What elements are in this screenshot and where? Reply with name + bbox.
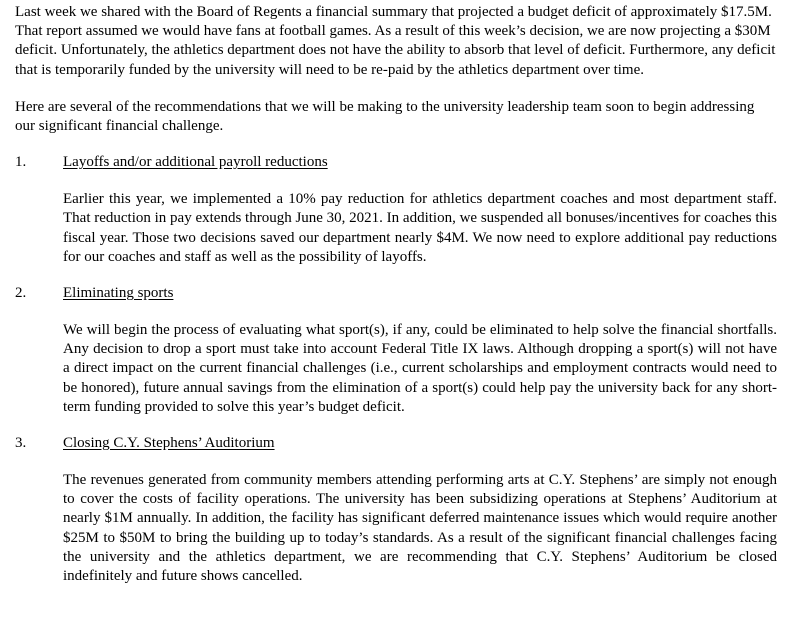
recommendation-2-title: Eliminating sports [63, 285, 174, 302]
document [15, 3, 777, 586]
recommendation-3-heading [15, 434, 777, 453]
recommendation-3-number: 3. [15, 435, 27, 452]
recommendation-2-body: We will begin the process of evaluating what sport(s), if any, could be eliminated to help solve the financial shortfalls. Any decision to drop a sport must take into account Federal Title IX laws. Although dropping a sport(s) will not have a direct impact on the current financial challenges (i.e., current scholarships and employment contracts would need to be honored), future annual savings from the elimination of a sport(s) could help pay the university back for any short-term funding provided to solve this year’s budget deficit. [63, 322, 777, 415]
recommendation-3-title: Closing C.Y. Stephens’ Auditorium [63, 435, 275, 452]
recommendation-2-number: 2. [15, 285, 27, 302]
recommendation-1-title: Layoffs and/or additional payroll reductions [63, 154, 328, 171]
recommendation-1-heading [15, 153, 777, 172]
recommendation-1-number: 1. [15, 154, 27, 171]
intro-paragraph-deficit: Last week we shared with the Board of Regents a financial summary that projected a budget deficit of approximately $17.5M. That report assumed we would have fans at football games. As a result of this week’s decision, we are now projecting a $30M deficit. Unfortunately, the athletics department does not have the ability to absorb that level of deficit. Furthermore, any deficit that is temporarily funded by the university will need to be re-paid by the athletics department over time. [15, 4, 776, 78]
recommendation-1-body: Earlier this year, we implemented a 10% pay reduction for athletics department coaches and most department staff. That reduction in pay extends through June 30, 2021. In addition, we suspended all bonuses/incentives for coaches this fiscal year. Those two decisions saved our department nearly $4M. We now need to explore additional pay reductions for our coaches and staff as well as the possibility of layoffs. [63, 191, 778, 265]
paragraph-spacer [15, 80, 777, 98]
recommendation-2-heading [15, 284, 777, 303]
recommendation-3-body: The revenues generated from community members attending performing arts at C.Y. Stephens’ are simply not enough to cover the costs of facility operations. The university has been subsidizing operations at Stephens’ Auditorium at nearly $1M annually. In addition, the facility has significant deferred maintenance issues which would require another $25M to $50M to bring the building up to today’s standards. As a result of the significant financial challenges facing the university and the athletics department, we are recommending that C.Y. Stephens’ Auditorium be closed indefinitely and future shows cancelled. [63, 472, 777, 585]
intro-paragraph-recommendations: Here are several of the recommendations that we will be making to the university leadership team soon to begin addressing our significant financial challenge. [15, 98, 755, 135]
